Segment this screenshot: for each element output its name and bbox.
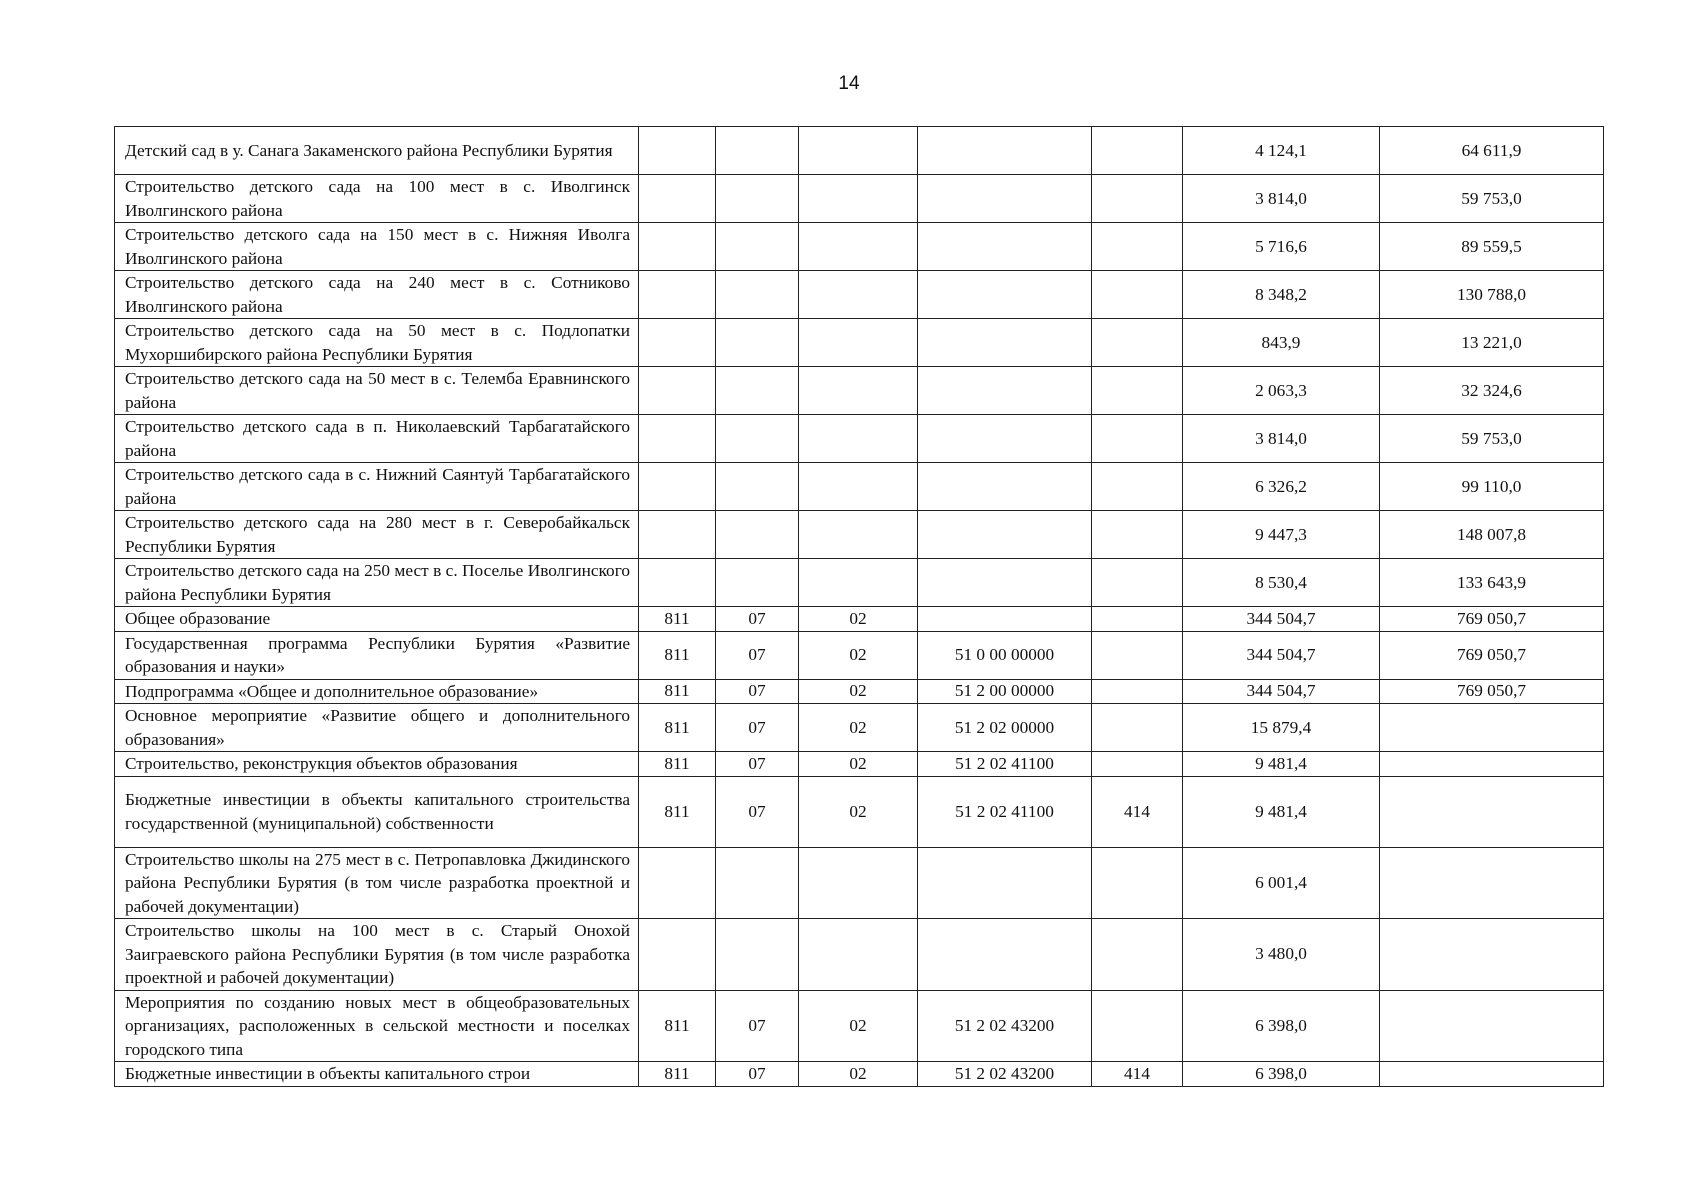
expense-type-cell xyxy=(1092,319,1183,367)
subsection-code-cell: 02 xyxy=(799,704,918,752)
amount-cell-1: 9 481,4 xyxy=(1183,776,1380,847)
target-article-cell xyxy=(918,415,1092,463)
section-code-cell: 07 xyxy=(716,990,799,1062)
ministry-code-cell: 811 xyxy=(639,631,716,679)
table-row xyxy=(115,1062,1604,1087)
target-article-cell: 51 2 02 41100 xyxy=(918,752,1092,777)
row-name-cell: Строительство, реконструкция объектов образования xyxy=(115,752,639,777)
section-code-cell: 07 xyxy=(716,752,799,777)
table-row xyxy=(115,631,1604,679)
amount-cell-2 xyxy=(1380,1062,1604,1087)
ministry-code-cell xyxy=(639,271,716,319)
row-name-cell: Строительство детского сада на 240 мест в с. Сотниково Иволгинского района xyxy=(115,271,639,319)
page-number: 14 xyxy=(838,73,860,94)
amount-cell-2 xyxy=(1380,776,1604,847)
ministry-code-cell xyxy=(639,223,716,271)
expense-type-cell xyxy=(1092,704,1183,752)
target-article-cell: 51 2 02 43200 xyxy=(918,990,1092,1062)
expense-type-cell xyxy=(1092,990,1183,1062)
ministry-code-cell: 811 xyxy=(639,704,716,752)
ministry-code-cell xyxy=(639,127,716,175)
expense-type-cell: 414 xyxy=(1092,776,1183,847)
amount-cell-1: 8 348,2 xyxy=(1183,271,1380,319)
row-name-cell: Строительство школы на 275 мест в с. Петропавловка Джидинского района Республики Бурятия (в том числе разработка проектной и рабочей документации) xyxy=(115,847,639,919)
amount-cell-2: 89 559,5 xyxy=(1380,223,1604,271)
table-row xyxy=(115,607,1604,632)
subsection-code-cell xyxy=(799,559,918,607)
amount-cell-1: 2 063,3 xyxy=(1183,367,1380,415)
subsection-code-cell xyxy=(799,511,918,559)
subsection-code-cell xyxy=(799,127,918,175)
target-article-cell xyxy=(918,271,1092,319)
target-article-cell xyxy=(918,607,1092,632)
ministry-code-cell: 811 xyxy=(639,607,716,632)
table-row xyxy=(115,559,1604,607)
section-code-cell xyxy=(716,271,799,319)
amount-cell-1: 3 814,0 xyxy=(1183,415,1380,463)
ministry-code-cell xyxy=(639,919,716,991)
amount-cell-2: 99 110,0 xyxy=(1380,463,1604,511)
amount-cell-1: 9 447,3 xyxy=(1183,511,1380,559)
expense-type-cell xyxy=(1092,679,1183,704)
subsection-code-cell xyxy=(799,463,918,511)
target-article-cell: 51 0 00 00000 xyxy=(918,631,1092,679)
table-row xyxy=(115,704,1604,752)
amount-cell-1: 6 326,2 xyxy=(1183,463,1380,511)
section-code-cell xyxy=(716,367,799,415)
row-name-cell: Мероприятия по созданию новых мест в общеобразовательных организациях, расположенных в сельской местности и поселках городского типа xyxy=(115,990,639,1062)
section-code-cell: 07 xyxy=(716,1062,799,1087)
section-code-cell xyxy=(716,511,799,559)
subsection-code-cell: 02 xyxy=(799,679,918,704)
amount-cell-2: 769 050,7 xyxy=(1380,679,1604,704)
subsection-code-cell: 02 xyxy=(799,1062,918,1087)
row-name-cell: Строительство школы на 100 мест в с. Старый Онохой Заиграевского района Республики Бурятия (в том числе разработка проектной и рабочей документации) xyxy=(115,919,639,991)
amount-cell-1: 6 001,4 xyxy=(1183,847,1380,919)
budget-table-body xyxy=(115,127,1604,1087)
row-name-cell: Строительство детского сада на 50 мест в с. Телемба Еравнинского района xyxy=(115,367,639,415)
expense-type-cell xyxy=(1092,223,1183,271)
expense-type-cell xyxy=(1092,415,1183,463)
section-code-cell xyxy=(716,847,799,919)
budget-table xyxy=(114,126,1604,1087)
target-article-cell xyxy=(918,127,1092,175)
amount-cell-2: 64 611,9 xyxy=(1380,127,1604,175)
row-name-cell: Детский сад в у. Санага Закаменского района Республики Бурятия xyxy=(115,127,639,175)
table-row xyxy=(115,776,1604,847)
amount-cell-2: 769 050,7 xyxy=(1380,607,1604,632)
expense-type-cell xyxy=(1092,919,1183,991)
amount-cell-2: 59 753,0 xyxy=(1380,175,1604,223)
amount-cell-2: 133 643,9 xyxy=(1380,559,1604,607)
target-article-cell xyxy=(918,511,1092,559)
target-article-cell xyxy=(918,463,1092,511)
target-article-cell xyxy=(918,847,1092,919)
amount-cell-1: 6 398,0 xyxy=(1183,1062,1380,1087)
table-row xyxy=(115,919,1604,991)
expense-type-cell xyxy=(1092,559,1183,607)
amount-cell-1: 843,9 xyxy=(1183,319,1380,367)
expense-type-cell xyxy=(1092,631,1183,679)
section-code-cell xyxy=(716,223,799,271)
table-row xyxy=(115,127,1604,175)
amount-cell-1: 8 530,4 xyxy=(1183,559,1380,607)
row-name-cell: Строительство детского сада на 50 мест в с. Подлопатки Мухоршибирского района Республики Бурятия xyxy=(115,319,639,367)
row-name-cell: Государственная программа Республики Бурятия «Развитие образования и науки» xyxy=(115,631,639,679)
expense-type-cell xyxy=(1092,607,1183,632)
row-name-cell: Строительство детского сада на 280 мест в г. Северобайкальск Республики Бурятия xyxy=(115,511,639,559)
ministry-code-cell xyxy=(639,367,716,415)
subsection-code-cell: 02 xyxy=(799,990,918,1062)
amount-cell-1: 6 398,0 xyxy=(1183,990,1380,1062)
section-code-cell: 07 xyxy=(716,679,799,704)
amount-cell-1: 3 480,0 xyxy=(1183,919,1380,991)
subsection-code-cell xyxy=(799,367,918,415)
target-article-cell xyxy=(918,223,1092,271)
amount-cell-2: 148 007,8 xyxy=(1380,511,1604,559)
table-row xyxy=(115,679,1604,704)
table-row xyxy=(115,223,1604,271)
row-name-cell: Строительство детского сада на 100 мест в с. Иволгинск Иволгинского района xyxy=(115,175,639,223)
amount-cell-1: 4 124,1 xyxy=(1183,127,1380,175)
amount-cell-1: 344 504,7 xyxy=(1183,679,1380,704)
section-code-cell xyxy=(716,319,799,367)
amount-cell-1: 15 879,4 xyxy=(1183,704,1380,752)
table-row xyxy=(115,367,1604,415)
expense-type-cell: 414 xyxy=(1092,1062,1183,1087)
section-code-cell xyxy=(716,127,799,175)
amount-cell-2 xyxy=(1380,752,1604,777)
ministry-code-cell xyxy=(639,847,716,919)
table-row xyxy=(115,847,1604,919)
expense-type-cell xyxy=(1092,175,1183,223)
subsection-code-cell: 02 xyxy=(799,752,918,777)
subsection-code-cell: 02 xyxy=(799,607,918,632)
expense-type-cell xyxy=(1092,463,1183,511)
amount-cell-2 xyxy=(1380,847,1604,919)
target-article-cell xyxy=(918,559,1092,607)
table-row xyxy=(115,271,1604,319)
subsection-code-cell xyxy=(799,271,918,319)
ministry-code-cell: 811 xyxy=(639,776,716,847)
table-row xyxy=(115,752,1604,777)
amount-cell-1: 3 814,0 xyxy=(1183,175,1380,223)
section-code-cell xyxy=(716,559,799,607)
row-name-cell: Строительство детского сада в с. Нижний Саянтуй Тарбагатайского района xyxy=(115,463,639,511)
section-code-cell: 07 xyxy=(716,631,799,679)
ministry-code-cell: 811 xyxy=(639,990,716,1062)
target-article-cell xyxy=(918,319,1092,367)
ministry-code-cell xyxy=(639,415,716,463)
amount-cell-1: 344 504,7 xyxy=(1183,607,1380,632)
row-name-cell: Основное мероприятие «Развитие общего и дополнительного образования» xyxy=(115,704,639,752)
amount-cell-2: 130 788,0 xyxy=(1380,271,1604,319)
expense-type-cell xyxy=(1092,367,1183,415)
section-code-cell xyxy=(716,919,799,991)
row-name-cell: Бюджетные инвестиции в объекты капитального строительства государственной (муниципальной) собственности xyxy=(115,776,639,847)
section-code-cell xyxy=(716,175,799,223)
amount-cell-2 xyxy=(1380,919,1604,991)
table-row xyxy=(115,463,1604,511)
table-row xyxy=(115,319,1604,367)
subsection-code-cell xyxy=(799,223,918,271)
subsection-code-cell: 02 xyxy=(799,631,918,679)
expense-type-cell xyxy=(1092,752,1183,777)
expense-type-cell xyxy=(1092,127,1183,175)
expense-type-cell xyxy=(1092,511,1183,559)
target-article-cell xyxy=(918,175,1092,223)
row-name-cell: Строительство детского сада на 150 мест в с. Нижняя Иволга Иволгинского района xyxy=(115,223,639,271)
section-code-cell xyxy=(716,463,799,511)
row-name-cell: Строительство детского сада на 250 мест в с. Поселье Иволгинского района Республики Бурятия xyxy=(115,559,639,607)
subsection-code-cell xyxy=(799,847,918,919)
ministry-code-cell: 811 xyxy=(639,752,716,777)
ministry-code-cell xyxy=(639,319,716,367)
ministry-code-cell xyxy=(639,175,716,223)
amount-cell-1: 5 716,6 xyxy=(1183,223,1380,271)
row-name-cell: Общее образование xyxy=(115,607,639,632)
amount-cell-1: 9 481,4 xyxy=(1183,752,1380,777)
section-code-cell: 07 xyxy=(716,607,799,632)
ministry-code-cell xyxy=(639,559,716,607)
target-article-cell xyxy=(918,919,1092,991)
ministry-code-cell xyxy=(639,463,716,511)
table-row xyxy=(115,175,1604,223)
amount-cell-2: 59 753,0 xyxy=(1380,415,1604,463)
expense-type-cell xyxy=(1092,271,1183,319)
amount-cell-1: 344 504,7 xyxy=(1183,631,1380,679)
target-article-cell: 51 2 02 43200 xyxy=(918,1062,1092,1087)
row-name-cell: Бюджетные инвестиции в объекты капитального строи xyxy=(115,1062,639,1087)
section-code-cell: 07 xyxy=(716,776,799,847)
section-code-cell: 07 xyxy=(716,704,799,752)
ministry-code-cell xyxy=(639,511,716,559)
subsection-code-cell xyxy=(799,919,918,991)
table-row xyxy=(115,415,1604,463)
amount-cell-2 xyxy=(1380,990,1604,1062)
expense-type-cell xyxy=(1092,847,1183,919)
table-row xyxy=(115,990,1604,1062)
amount-cell-2 xyxy=(1380,704,1604,752)
section-code-cell xyxy=(716,415,799,463)
target-article-cell: 51 2 02 00000 xyxy=(918,704,1092,752)
subsection-code-cell xyxy=(799,319,918,367)
target-article-cell: 51 2 00 00000 xyxy=(918,679,1092,704)
amount-cell-2: 769 050,7 xyxy=(1380,631,1604,679)
table-row xyxy=(115,511,1604,559)
subsection-code-cell xyxy=(799,415,918,463)
amount-cell-2: 32 324,6 xyxy=(1380,367,1604,415)
subsection-code-cell: 02 xyxy=(799,776,918,847)
target-article-cell xyxy=(918,367,1092,415)
ministry-code-cell: 811 xyxy=(639,679,716,704)
target-article-cell: 51 2 02 41100 xyxy=(918,776,1092,847)
row-name-cell: Строительство детского сада в п. Николаевский Тарбагатайского района xyxy=(115,415,639,463)
row-name-cell: Подпрограмма «Общее и дополнительное образование» xyxy=(115,679,639,704)
subsection-code-cell xyxy=(799,175,918,223)
ministry-code-cell: 811 xyxy=(639,1062,716,1087)
amount-cell-2: 13 221,0 xyxy=(1380,319,1604,367)
